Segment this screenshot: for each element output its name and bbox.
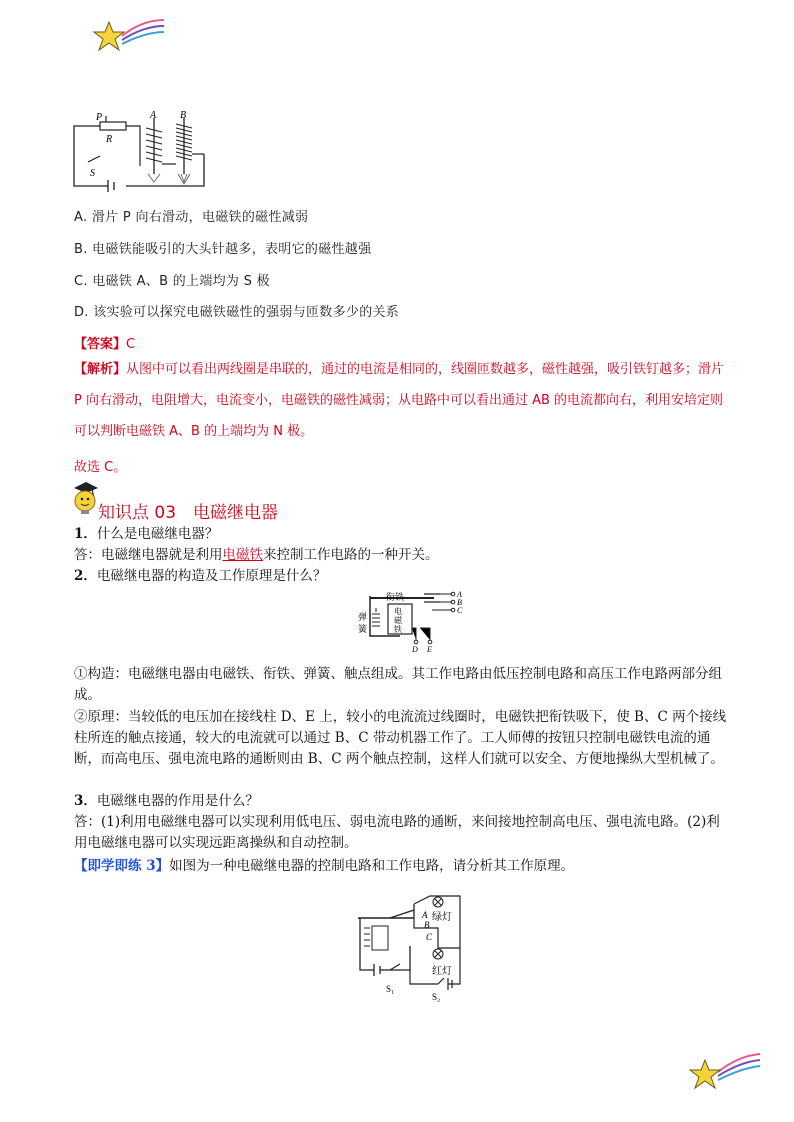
relay-label-d: D bbox=[412, 645, 418, 654]
label-r: R bbox=[106, 134, 113, 145]
label-a: A bbox=[150, 110, 157, 121]
label-p: P bbox=[96, 112, 103, 123]
practice-tag: 【即学即练 3】 bbox=[74, 858, 170, 874]
option-a: A. 滑片 P 向右滑动，电磁铁的磁性减弱 bbox=[74, 210, 309, 225]
green-lamp-label: 绿灯 bbox=[432, 912, 452, 923]
answer-1: 答：电磁继电器就是利用电磁铁来控制工作电路的一种开关。 bbox=[74, 547, 439, 563]
circuit-label-a: A bbox=[422, 910, 428, 920]
relay-label-magnet-2: 磁 bbox=[394, 616, 402, 625]
relay-label-c: C bbox=[457, 606, 463, 615]
analysis-text: 从图中可以看出两线圈是串联的，通过的电流是相同的，线圈匝数越多，磁性越强，吸引铁钉越多；滑片 P 向右滑动，电阻增大，电流变小，电磁铁的磁性减弱；从电路中可以看出通过 AB 的电流都向右，利用安培定则可以判断电磁铁 A、B 的上端均为 N 极。 bbox=[74, 362, 725, 439]
answer-3: 答：(1)利用电磁继电器可以实现利用低电压、弱电流电路的通断，来间接地控制高电压、强电流电路。(2)利用电磁继电器可以实现远距离操纵和自动控制。 bbox=[74, 814, 720, 851]
relay-label-magnet-3: 铁 bbox=[394, 625, 402, 634]
relay-control-circuit-figure bbox=[350, 888, 472, 1004]
relay-label-b: B bbox=[457, 598, 462, 607]
relay-label-magnet-1: 电 bbox=[394, 607, 402, 616]
electromagnet-circuit-figure bbox=[70, 110, 220, 192]
conclusion-text: 故选 C。 bbox=[74, 460, 127, 475]
principle-text: ②原理：当较低的电压加在接线柱 D、E 上，较小的电流流过线圈时，电磁铁把衔铁吸下，使 B、C 两个接线柱所连的触点接通，较大的电流就可以通过 B、C 带动机器工作了。工人师傅的按钮只控制电磁铁电流的通断，而高电压、强电流电路的通断则由 B、C 两个触点控制，这样人们就可以安全、方便地操纵大型机械了。 bbox=[74, 709, 727, 767]
section-title: 知识点 03 电磁继电器 bbox=[98, 503, 279, 523]
relay-label-a: A bbox=[457, 590, 462, 599]
answer-line bbox=[74, 333, 135, 352]
switch-s1-label: S₁ bbox=[386, 984, 395, 994]
option-c: C. 电磁铁 A、B 的上端均为 S 极 bbox=[74, 274, 270, 289]
relay-label-e: E bbox=[427, 645, 432, 654]
option-b: B. 电磁铁能吸引的大头针越多，表明它的磁性越强 bbox=[74, 242, 372, 257]
student-lightbulb-icon bbox=[70, 480, 100, 516]
star-decoration-icon bbox=[92, 14, 166, 58]
label-b: B bbox=[180, 110, 187, 121]
question-2: 2．电磁继电器的构造及工作原理是什么？ bbox=[74, 568, 327, 584]
red-lamp-label: 红灯 bbox=[432, 966, 452, 977]
analysis-block bbox=[74, 354, 734, 447]
answer-value: C bbox=[126, 337, 136, 352]
circuit-label-b: B bbox=[424, 920, 430, 930]
question-1: 1．什么是电磁继电器？ bbox=[74, 526, 219, 542]
switch-s2-label: S₂ bbox=[432, 992, 441, 1002]
question-3: 3．电磁继电器的作用是什么？ bbox=[74, 793, 259, 809]
label-s: S bbox=[90, 168, 95, 179]
analysis-tag: 【解析】 bbox=[74, 362, 127, 377]
relay-label-armature: 衔铁 bbox=[386, 592, 405, 602]
answer-tag: 【答案】 bbox=[74, 337, 127, 352]
star-decoration-bottom-icon bbox=[688, 1050, 762, 1098]
construction-text: ①构造：电磁继电器由电磁铁、衔铁、弹簧、触点组成。其工作电路由低压控制电路和高压工作电路两部分组成。 bbox=[74, 666, 722, 703]
practice-prompt: 【即学即练 3】如图为一种电磁继电器的控制电路和工作电路，请分析其工作原理。 bbox=[74, 858, 575, 874]
relay-label-spring-2: 簧 bbox=[358, 624, 368, 634]
circuit-label-c: C bbox=[426, 932, 433, 942]
option-d: D. 该实验可以探究电磁铁磁性的强弱与匝数多少的关系 bbox=[74, 305, 400, 320]
relay-structure-figure bbox=[350, 590, 470, 654]
relay-label-spring-1: 弹 bbox=[358, 612, 368, 622]
answer-1-keyword: 电磁铁 bbox=[222, 547, 263, 563]
